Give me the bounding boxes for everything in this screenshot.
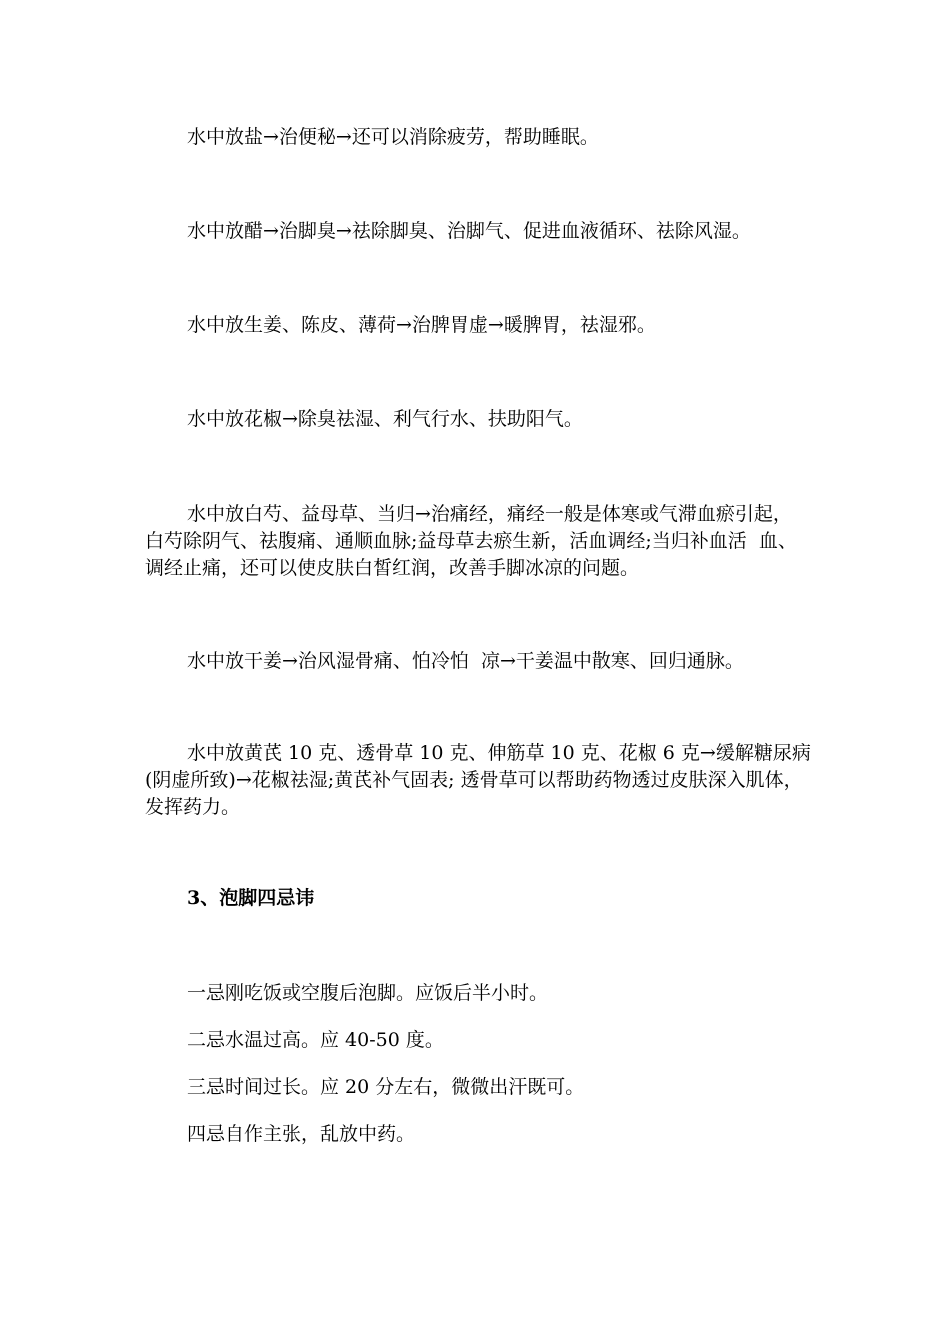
taboo-item-2: 二忌水温过高。应 40-50 度。: [187, 1029, 444, 1051]
taboo-item-1: 一忌刚吃饭或空腹后泡脚。应饭后半小时。: [187, 982, 549, 1004]
paragraph-astragalus: 水中放黄芪 10 克、透骨草 10 克、伸筋草 10 克、花椒 6 克→缓解糖尿病(阴虚所致)→花椒祛湿;黄芪补气固表; 透骨草可以帮助药物透过皮肤深入肌体， 发挥药力。: [145, 742, 815, 818]
paragraph-peony-motherwort-angelica: 水中放白芍、益母草、当归→治痛经，痛经一般是体寒或气滞血瘀引起， 白芍除阴气、祛腹痛、通顺血脉;益母草去瘀生新，活血调经;当归补血活 血、调经止痛，还可以使皮肤白皙红润，改善手脚冰凉的问题。: [145, 503, 798, 579]
paragraph-salt: 水中放盐→治便秘→还可以消除疲劳，帮助睡眠。: [187, 126, 599, 148]
paragraph-pepper: 水中放花椒→除臭祛湿、利气行水、扶助阳气。: [187, 408, 583, 430]
taboo-item-3: 三忌时间过长。应 20 分左右，微微出汗既可。: [187, 1076, 585, 1098]
section-heading: 3、泡脚四忌讳: [187, 887, 315, 909]
paragraph-ginger-peel-mint: 水中放生姜、陈皮、薄荷→治脾胃虚→暖脾胃，祛湿邪。: [187, 314, 656, 336]
paragraph-vinegar: 水中放醋→治脚臭→祛除脚臭、治脚气、促进血液循环、祛除风湿。: [187, 220, 751, 242]
paragraph-dried-ginger: 水中放干姜→治风湿骨痛、怕冷怕 凉→干姜温中散寒、回归通脉。: [187, 650, 744, 672]
taboo-item-4: 四忌自作主张，乱放中药。: [187, 1123, 416, 1145]
